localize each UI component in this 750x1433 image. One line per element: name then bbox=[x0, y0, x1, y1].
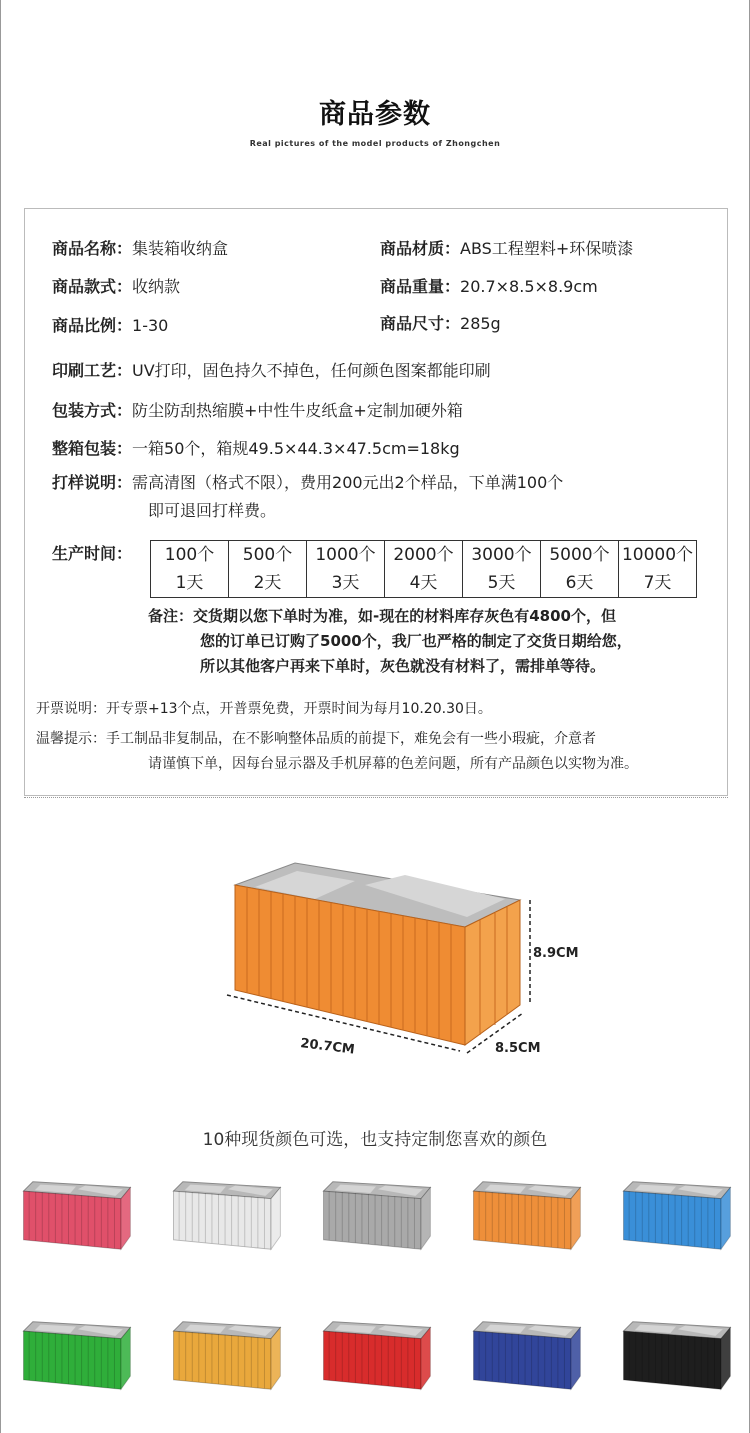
color-swatch-container bbox=[316, 1318, 436, 1393]
param-material-value: ABS工程塑料+环保喷漆 bbox=[460, 239, 634, 258]
param-print-label: 印刷工艺： bbox=[52, 361, 133, 380]
param-name-label: 商品名称： bbox=[52, 239, 133, 258]
invoice-value: 开专票+13个点，开普票免费，开票时间为每月10.20.30日。 bbox=[106, 701, 492, 717]
production-qty: 10000个 bbox=[621, 545, 694, 565]
tips-line-1: 手工制品非复制品，在不影响整体品质的前提下，难免会有一些小瑕疵，介意者 bbox=[106, 731, 596, 747]
param-style-value: 收纳款 bbox=[132, 277, 181, 296]
param-print bbox=[52, 358, 491, 381]
note-line-2: 您的订单已订购了5000个，我厂也严格的制定了交货日期给您， bbox=[200, 632, 632, 650]
param-box bbox=[52, 436, 460, 459]
dimension-length: 20.7CM bbox=[299, 1036, 356, 1058]
production-label-text: 生产时间： bbox=[52, 544, 133, 563]
param-pack bbox=[52, 398, 463, 421]
production-qty: 100个 bbox=[164, 545, 215, 565]
product-dimension-diagram bbox=[205, 855, 585, 1080]
param-sample-value: 需高清图（格式不限），费用200元出2个样品，下单满100个 bbox=[132, 473, 564, 492]
param-pack-value: 防尘防刮热缩膜+中性牛皮纸盒+定制加硬外箱 bbox=[132, 401, 463, 420]
production-qty: 5000个 bbox=[549, 545, 610, 565]
production-cell bbox=[541, 541, 619, 598]
param-scale-value: 1-30 bbox=[132, 316, 169, 335]
note-line-3: 所以其他客户再来下单时，灰色就没有材料了，需排单等待。 bbox=[200, 657, 606, 675]
param-print-value: UV打印，固色持久不掉色，任何颜色图案都能印刷 bbox=[132, 361, 491, 380]
production-days: 5天 bbox=[487, 573, 516, 593]
param-style bbox=[52, 274, 180, 297]
production-cell bbox=[229, 541, 307, 598]
production-table bbox=[150, 540, 697, 598]
production-days: 6天 bbox=[565, 573, 594, 593]
param-scale bbox=[52, 313, 168, 336]
production-qty: 1000个 bbox=[315, 545, 376, 565]
color-swatch-container bbox=[616, 1178, 736, 1253]
param-weight-label: 商品重量： bbox=[380, 277, 461, 296]
param-style-label: 商品款式： bbox=[52, 277, 133, 296]
production-cell bbox=[463, 541, 541, 598]
production-days: 7天 bbox=[643, 573, 672, 593]
param-name bbox=[52, 236, 228, 259]
param-sample-line2: 即可退回打样费。 bbox=[148, 501, 277, 520]
color-swatch-container bbox=[166, 1178, 286, 1253]
production-cell bbox=[385, 541, 463, 598]
param-scale-label: 商品比例： bbox=[52, 316, 133, 335]
color-swatch-container bbox=[166, 1318, 286, 1393]
param-sample-label: 打样说明： bbox=[52, 473, 133, 492]
production-days: 2天 bbox=[253, 573, 282, 593]
color-swatch-container bbox=[16, 1178, 136, 1253]
dimension-height: 8.9CM bbox=[533, 946, 579, 961]
page-subtitle: Real pictures of the model products of Zhongchen bbox=[249, 139, 501, 148]
invoice-label: 开票说明： bbox=[36, 701, 106, 717]
color-swatch-container bbox=[616, 1318, 736, 1393]
page-title: 商品参数 bbox=[319, 99, 431, 130]
note-line-1: 备注：交货期以您下单时为准，如-现在的材料库存灰色有4800个，但 bbox=[148, 607, 616, 625]
production-days: 4天 bbox=[409, 573, 438, 593]
color-swatch-container bbox=[466, 1318, 586, 1393]
param-size bbox=[380, 311, 501, 334]
production-qty: 2000个 bbox=[393, 545, 454, 565]
production-qty: 3000个 bbox=[471, 545, 532, 565]
param-size-label: 商品尺寸： bbox=[380, 314, 461, 333]
param-weight-value: 20.7×8.5×8.9cm bbox=[460, 277, 598, 296]
invoice-info bbox=[36, 698, 492, 718]
production-cell bbox=[151, 541, 229, 598]
production-label bbox=[52, 541, 132, 564]
dimension-width: 8.5CM bbox=[495, 1041, 541, 1056]
tips-info bbox=[36, 728, 596, 748]
color-swatch-container bbox=[16, 1318, 136, 1393]
param-pack-label: 包装方式： bbox=[52, 401, 133, 420]
tips-line-2: 请谨慎下单，因每台显示器及手机屏幕的色差问题，所有产品颜色以实物为准。 bbox=[148, 756, 638, 772]
param-name-value: 集装箱收纳盒 bbox=[132, 239, 229, 258]
production-days: 1天 bbox=[175, 573, 204, 593]
color-swatch-container bbox=[466, 1178, 586, 1253]
production-qty: 500个 bbox=[242, 545, 293, 565]
production-days: 3天 bbox=[331, 573, 360, 593]
param-material-label: 商品材质： bbox=[380, 239, 461, 258]
param-box-label: 整箱包装： bbox=[52, 439, 133, 458]
colors-title: 10种现货颜色可选，也支持定制您喜欢的颜色 bbox=[202, 1130, 548, 1150]
param-box-value: 一箱50个，箱规49.5×44.3×47.5cm=18kg bbox=[132, 439, 460, 458]
param-size-value: 285g bbox=[460, 314, 501, 333]
param-weight bbox=[380, 274, 598, 297]
production-cell bbox=[307, 541, 385, 598]
page-frame-left bbox=[0, 0, 1, 1433]
param-material bbox=[380, 236, 633, 259]
tips-label: 温馨提示： bbox=[36, 731, 106, 747]
param-sample bbox=[52, 470, 563, 493]
production-cell bbox=[619, 541, 697, 598]
color-swatch-container bbox=[316, 1178, 436, 1253]
